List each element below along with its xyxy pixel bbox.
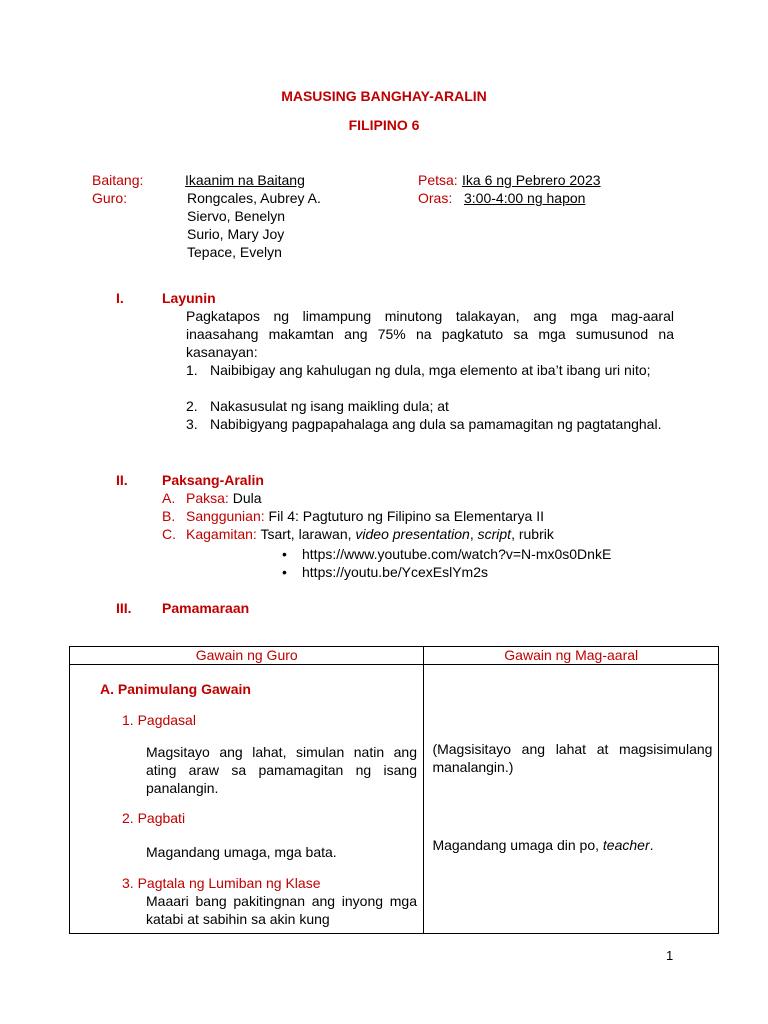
guro-name: Rongcales, Aubrey A. — [187, 190, 321, 206]
table-header-cell — [70, 647, 424, 665]
section-number: III. — [116, 600, 132, 616]
guro-name: Siervo, Benelyn — [187, 208, 286, 224]
paksa-label: Paksa: — [186, 490, 229, 506]
pamamaraan-table — [69, 646, 719, 934]
resource-link[interactable]: • https://www.youtube.com/watch?v=N-mx0s0DnkE — [282, 545, 611, 563]
petsa-label: Petsa: — [418, 172, 458, 188]
document-subtitle: FILIPINO 6 — [348, 117, 420, 133]
step-magaaral-text: Magandang umaga din po, teacher. — [432, 837, 654, 853]
list-letter: B. — [162, 508, 176, 524]
section-title-pamamaraan: Pamamaraan — [162, 600, 250, 616]
kagamitan-label: Kagamitan: — [186, 526, 257, 542]
step-guro-text: Magandang umaga, mga bata. — [146, 844, 337, 860]
guro-label: Guro: — [92, 190, 128, 206]
resource-links — [282, 545, 611, 581]
objective-number: 3. — [186, 416, 198, 432]
page-number: 1 — [666, 948, 674, 963]
guro-column — [70, 665, 424, 934]
step-title: 1. Pagdasal — [122, 712, 196, 728]
document-title: MASUSING BANGHAY-ARALIN — [281, 88, 487, 104]
col-header-guro: Gawain ng Guro — [195, 647, 298, 663]
paksa-value: Dula — [232, 490, 262, 506]
section-title-layunin: Layunin — [162, 290, 216, 306]
list-letter: C. — [162, 526, 176, 542]
guro-name: Surio, Mary Joy — [187, 226, 285, 242]
section-number: I. — [116, 290, 124, 306]
guro-name: Tepace, Evelyn — [187, 244, 282, 260]
oras-label: Oras: — [418, 190, 453, 206]
petsa-value: Ika 6 ng Pebrero 2023 — [462, 172, 601, 188]
part-a-title: A. Panimulang Gawain — [100, 681, 251, 697]
sanggunian-line — [186, 507, 544, 525]
objective-number: 1. — [186, 362, 198, 378]
layunin-intro: Pagkatapos ng limampung minutong talakayan, ang mga mag-aaral inaasahang makamtan ang 75% na pagkatuto sa mga sumusunod na kasanayan: — [186, 308, 674, 360]
baitang-label: Baitang: — [92, 172, 144, 188]
oras-value: 3:00-4:00 ng hapon — [464, 190, 586, 206]
col-header-magaaral: Gawain ng Mag-aaral — [504, 647, 639, 663]
resource-link[interactable]: • https://youtu.be/YcexEslYm2s — [282, 563, 611, 581]
sanggunian-value: Fil 4: Pagtuturo ng Filipino sa Elementarya II — [268, 508, 544, 524]
step-title: 2. Pagbati — [122, 810, 186, 826]
step-guro-text: Maaari bang pakitingnan ang inyong mga katabi at sabihin sa akin kung — [146, 893, 417, 927]
objective-item: Nakasusulat ng isang maikling dula; at — [210, 398, 449, 414]
section-title-paksang-aralin: Paksang-Aralin — [162, 472, 264, 488]
objective-number: 2. — [186, 398, 198, 414]
step-title: 3. Pagtala ng Lumiban ng Klase — [122, 875, 321, 891]
sanggunian-label: Sanggunian: — [186, 508, 265, 524]
table-header-cell — [424, 647, 719, 665]
step-magaaral-text: (Magsisitayo ang lahat at magsisimulang manalangin.) — [432, 741, 713, 775]
list-letter: A. — [162, 490, 176, 506]
baitang-value: Ikaanim na Baitang — [185, 172, 305, 188]
objective-item: Nabibigyang pagpapahalaga ang dula sa pamamagitan ng pagtatanghal. — [210, 416, 662, 432]
objective-item: Naibibigay ang kahulugan ng dula, mga elemento at iba’t ibang uri nito; — [210, 362, 651, 378]
section-number: II. — [116, 472, 128, 488]
step-guro-text: Magsitayo ang lahat, simulan natin ang ating araw sa pamamagitan ng isang panalangin. — [146, 744, 417, 796]
paksa-line — [186, 489, 262, 507]
magaaral-column — [424, 665, 719, 934]
kagamitan-line: Kagamitan: Tsart, larawan, video presentation, script, rubrik — [186, 526, 554, 542]
